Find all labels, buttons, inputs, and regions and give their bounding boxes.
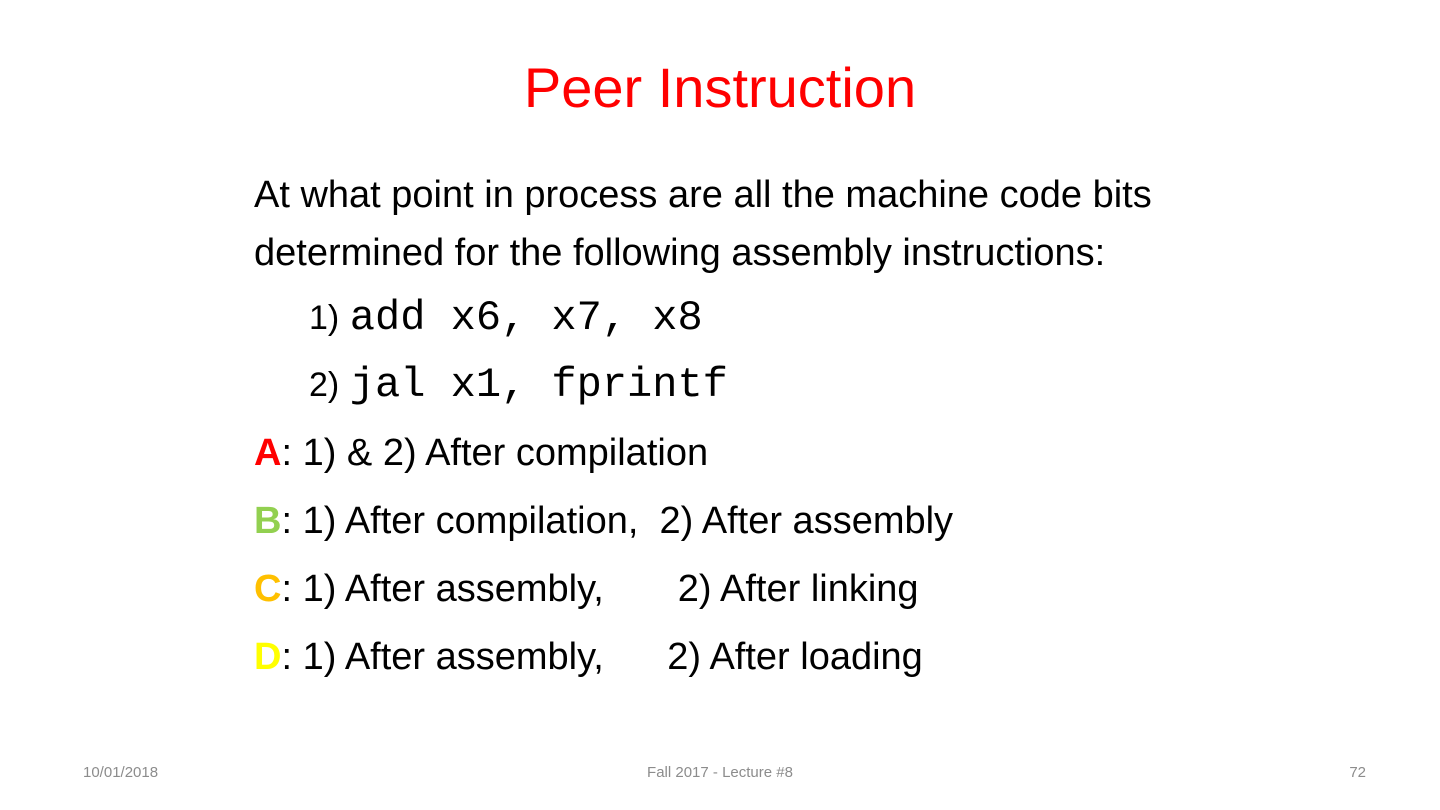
code-line-1: [254, 292, 1214, 343]
option-text: : 1) After compilation, 2) After assembly: [281, 500, 954, 542]
answer-option-b: [254, 496, 1214, 546]
option-letter: A: [254, 432, 282, 474]
code-text: jal x1, fprintf: [349, 361, 728, 409]
option-letter: B: [254, 500, 282, 542]
answer-option-a: [254, 428, 1214, 478]
code-line-2: [254, 359, 1214, 410]
question-text: At what point in process are all the machine code bits determined for the following assembly instructions:: [254, 174, 1152, 274]
slide-content: [254, 166, 1214, 682]
slide-title: Peer Instruction: [523, 56, 917, 119]
option-letter: D: [254, 636, 282, 678]
footer-date: 10/01/2018: [83, 764, 159, 781]
option-letter: C: [254, 568, 282, 610]
answer-option-c: [254, 564, 1214, 614]
option-text: : 1) After assembly, 2) After linking: [281, 568, 919, 610]
code-text: add x6, x7, x8: [349, 294, 703, 342]
code-line-number: 1): [309, 299, 340, 337]
option-text: : 1) After assembly, 2) After loading: [281, 636, 923, 678]
answer-option-d: [254, 632, 1214, 682]
option-text: : 1) & 2) After compilation: [281, 432, 709, 474]
footer-lecture: Fall 2017 - Lecture #8: [647, 764, 793, 781]
page-number: 72: [1349, 764, 1366, 781]
code-line-number: 2): [309, 366, 340, 404]
